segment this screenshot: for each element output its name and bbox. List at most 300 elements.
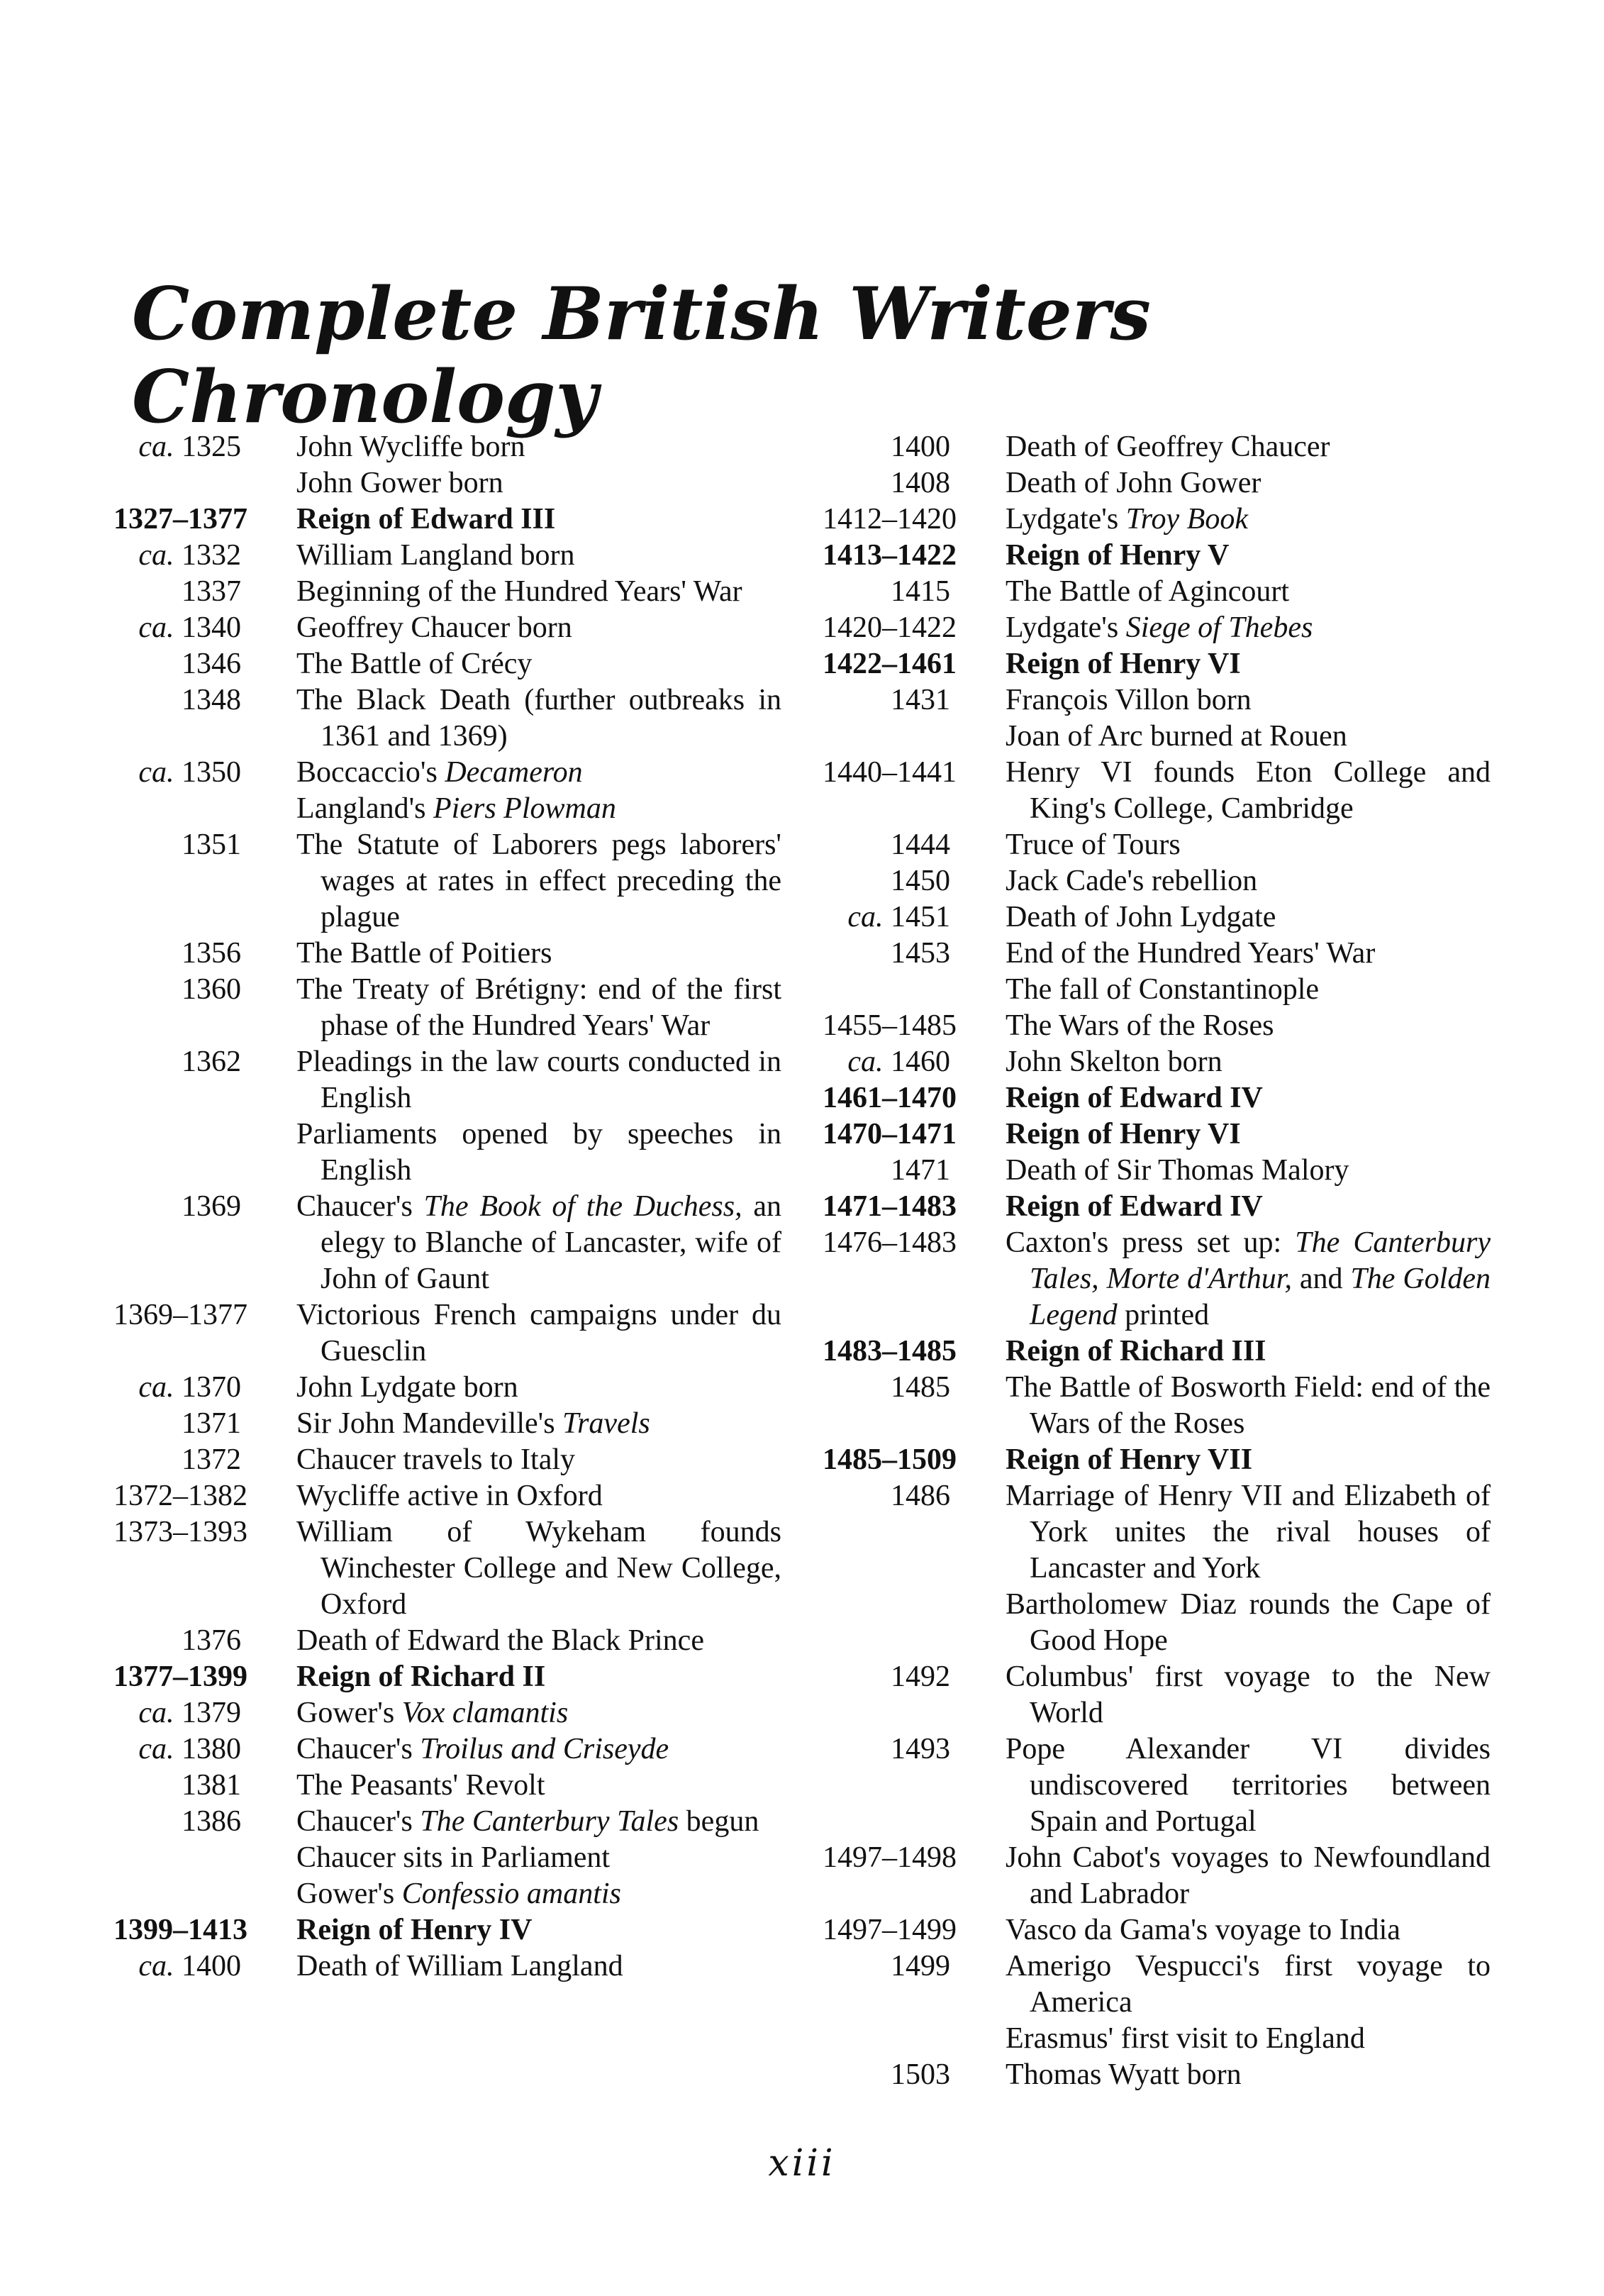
chronology-left-column (113, 429, 781, 1985)
entry-event (296, 827, 781, 936)
event-text: Death of John Lydgate (1006, 901, 1276, 933)
event-text: Death of Geoffrey Chaucer (1006, 431, 1330, 463)
entry-date (823, 538, 957, 574)
event-text: Marriage of Henry VII and Elizabeth of York unites the rival houses of Lancaster and York (1006, 1480, 1491, 1585)
entry-year: 1413–1422 (823, 539, 957, 572)
entry-event (296, 1514, 781, 1623)
entry-date (113, 1442, 241, 1478)
entry-year: 1399–1413 (113, 1914, 247, 1946)
chronology-right-column (823, 429, 1491, 2093)
entry-date (113, 1623, 241, 1659)
event-text: John Cabot's voyages to Newfoundland and Labrador (1006, 1841, 1491, 1910)
entry-event (296, 574, 781, 610)
entry-date (113, 501, 247, 538)
entry-event (296, 791, 781, 827)
entry-event (1006, 1912, 1491, 1948)
chronology-entry (823, 936, 1491, 972)
entry-year: 1370 (182, 1371, 241, 1404)
circa-label: ca. (138, 1697, 174, 1729)
chronology-entry (823, 538, 1491, 574)
entry-event (296, 1804, 781, 1840)
event-text: Reign of Henry IV (296, 1914, 533, 1946)
chronology-entry (113, 501, 781, 538)
chronology-entry (113, 1948, 781, 1985)
chronology-entry (113, 1044, 781, 1116)
entry-year: 1346 (182, 648, 241, 680)
entry-event (1006, 1008, 1491, 1044)
entry-event (1006, 827, 1491, 863)
circa-label: ca. (138, 1371, 174, 1404)
entry-year: 1379 (182, 1697, 241, 1729)
event-text: Reign of Edward III (296, 503, 556, 536)
page-title: Complete British Writers Chronology (132, 272, 1151, 440)
entry-date (113, 755, 241, 791)
entry-year: 1497–1499 (823, 1914, 957, 1946)
chronology-entry (113, 610, 781, 646)
event-text: Gower's (296, 1697, 402, 1729)
event-text: Langland's (296, 792, 434, 825)
chronology-entry (113, 791, 781, 827)
entry-year: 1408 (891, 467, 950, 499)
chronology-entry (113, 1514, 781, 1623)
entry-event (1006, 682, 1491, 719)
entry-date (113, 1189, 241, 1225)
entry-event (1006, 1948, 1491, 2021)
event-text: Chaucer's (296, 1805, 421, 1838)
entry-date (823, 1189, 957, 1225)
entry-event (1006, 1153, 1491, 1189)
entry-date (113, 1044, 241, 1080)
entry-year: 1483–1485 (823, 1335, 957, 1368)
entry-year: 1450 (891, 865, 950, 897)
event-text: Joan of Arc burned at Rouen (1006, 720, 1347, 753)
chronology-entry (823, 1659, 1491, 1731)
entry-event (296, 1840, 781, 1876)
event-text: François Villon born (1006, 684, 1252, 716)
entry-year: 1369–1377 (113, 1299, 247, 1331)
entry-year: 1499 (891, 1950, 950, 1982)
entry-year: 1371 (182, 1407, 241, 1440)
work-title: Travels (562, 1407, 650, 1440)
entry-event (1006, 1116, 1491, 1153)
entry-event (1006, 1333, 1491, 1370)
entry-event (296, 429, 781, 465)
chronology-entry (823, 1333, 1491, 1370)
entry-year: 1415 (891, 575, 950, 608)
chronology-entry (113, 1442, 781, 1478)
chronology-entry (823, 2021, 1491, 2057)
chronology-entry (823, 2057, 1491, 2093)
chronology-entry (113, 1659, 781, 1695)
entry-year: 1497–1498 (823, 1841, 957, 1874)
chronology-entry (823, 429, 1491, 465)
entry-event (1006, 1840, 1491, 1912)
entry-event (296, 1659, 781, 1695)
entry-year: 1350 (182, 756, 241, 789)
entry-event (296, 936, 781, 972)
entry-year: 1470–1471 (823, 1118, 957, 1150)
entry-event (1006, 1731, 1491, 1840)
entry-date (113, 1768, 241, 1804)
event-text: Victorious French campaigns under du Guesclin (296, 1299, 781, 1368)
entry-year: 1476–1483 (823, 1226, 957, 1259)
entry-event (296, 1442, 781, 1478)
entry-year: 1381 (182, 1769, 241, 1802)
entry-event (296, 538, 781, 574)
entry-event (1006, 936, 1491, 972)
entry-year: 1351 (182, 828, 241, 861)
entry-event (1006, 1080, 1491, 1116)
work-title: Piers Plowman (433, 792, 616, 825)
entry-year: 1376 (182, 1624, 241, 1657)
entry-year: 1471–1483 (823, 1190, 957, 1223)
chronology-entry (113, 1731, 781, 1768)
chronology-entry (113, 646, 781, 682)
entry-year: 1325 (182, 431, 241, 463)
event-text: Jack Cade's rebellion (1006, 865, 1258, 897)
entry-event (296, 972, 781, 1044)
event-text: The Wars of the Roses (1006, 1009, 1274, 1042)
entry-event (1006, 863, 1491, 899)
entry-date (113, 1804, 241, 1840)
chronology-entry (823, 1008, 1491, 1044)
chronology-entry (823, 1225, 1491, 1333)
entry-date (823, 1478, 950, 1514)
entry-event (296, 1189, 781, 1297)
chronology-entry (823, 610, 1491, 646)
event-text: Reign of Richard II (296, 1660, 546, 1693)
chronology-entry (113, 936, 781, 972)
entry-event (296, 610, 781, 646)
event-text: Truce of Tours (1006, 828, 1181, 861)
event-text: John Lydgate born (296, 1371, 518, 1404)
entry-year: 1471 (891, 1154, 950, 1187)
chronology-entry (113, 827, 781, 936)
entry-date (823, 429, 950, 465)
entry-year: 1372–1382 (113, 1480, 247, 1512)
event-text: Boccaccio's (296, 756, 445, 789)
event-text: Pleadings in the law courts conducted in English (296, 1046, 781, 1114)
event-text: John Wycliffe born (296, 431, 525, 463)
entry-date (113, 972, 241, 1008)
entry-year: 1440–1441 (823, 756, 957, 789)
work-title: Confessio amantis (401, 1878, 621, 1910)
chronology-entry (113, 1406, 781, 1442)
entry-year: 1356 (182, 937, 241, 970)
entry-date (823, 1333, 957, 1370)
chronology-entry (823, 1587, 1491, 1659)
entry-event (296, 1948, 781, 1985)
entry-event (296, 1478, 781, 1514)
entry-year: 1400 (891, 431, 950, 463)
entry-event (296, 755, 781, 791)
event-text: Chaucer travels to Italy (296, 1443, 576, 1476)
event-text: Bartholomew Diaz rounds the Cape of Good Hope (1006, 1588, 1491, 1657)
entry-event (1006, 1442, 1491, 1478)
entry-event (1006, 1189, 1491, 1225)
entry-year: 1337 (182, 575, 241, 608)
chronology-entry (823, 501, 1491, 538)
entry-date (113, 1731, 241, 1768)
event-text: The Peasants' Revolt (296, 1769, 545, 1802)
chronology-entry (823, 1116, 1491, 1153)
entry-date (113, 1912, 247, 1948)
entry-date (823, 1044, 950, 1080)
event-text: The Treaty of Brétigny: end of the first phase of the Hundred Years' War (296, 973, 781, 1042)
event-text: Parliaments opened by speeches in English (296, 1118, 781, 1187)
entry-event (296, 1623, 781, 1659)
circa-label: ca. (138, 756, 174, 789)
event-text: Erasmus' first visit to England (1006, 2022, 1365, 2055)
event-text: The Battle of Crécy (296, 648, 533, 680)
entry-date (823, 1080, 957, 1116)
entry-date (823, 863, 950, 899)
entry-event (1006, 899, 1491, 936)
entry-date (823, 1225, 957, 1261)
chronology-entry (823, 646, 1491, 682)
event-text: The fall of Constantinople (1006, 973, 1320, 1006)
entry-event (1006, 429, 1491, 465)
event-text: Death of William Langland (296, 1950, 623, 1982)
chronology-entry (113, 1912, 781, 1948)
chronology-entry (823, 1948, 1491, 2021)
chronology-entry (113, 1804, 781, 1840)
work-title: Siege of Thebes (1125, 611, 1313, 644)
entry-event (296, 465, 781, 501)
entry-year: 1431 (891, 684, 950, 716)
event-text: The Black Death (further outbreaks in 1361 and 1369) (296, 684, 781, 753)
chronology-entry (823, 465, 1491, 501)
work-title: Troy Book (1125, 503, 1248, 536)
event-text: Reign of Edward IV (1006, 1082, 1263, 1114)
entry-year: 1373–1393 (113, 1516, 247, 1548)
entry-event (296, 1044, 781, 1116)
entry-date (823, 1153, 950, 1189)
entry-event (1006, 538, 1491, 574)
entry-event (1006, 1478, 1491, 1587)
chronology-entry (823, 899, 1491, 936)
event-text: John Skelton born (1006, 1046, 1223, 1078)
event-text: Pope Alexander VI divides undiscovered territories between Spain and Portugal (1006, 1733, 1491, 1838)
entry-event (296, 501, 781, 538)
entry-date (113, 1948, 241, 1985)
entry-year: 1453 (891, 937, 950, 970)
circa-label: ca. (847, 1046, 884, 1078)
work-title: Vox clamantis (401, 1697, 569, 1729)
entry-event (1006, 972, 1491, 1008)
event-text: Sir John Mandeville's (296, 1407, 563, 1440)
event-text: Amerigo Vespucci's first voyage to America (1006, 1950, 1491, 2019)
entry-year: 1485 (891, 1371, 950, 1404)
event-text: printed (1117, 1299, 1210, 1331)
chronology-entry (823, 1153, 1491, 1189)
event-text: The Statute of Laborers pegs laborers' wages at rates in effect preceding the plague (296, 828, 781, 933)
chronology-entry (113, 1297, 781, 1370)
event-text: The Battle of Poitiers (296, 937, 552, 970)
chronology-entry (823, 827, 1491, 863)
entry-year: 1461–1470 (823, 1082, 957, 1114)
chronology-entry (823, 755, 1491, 827)
entry-year: 1340 (182, 611, 241, 644)
entry-event (296, 1297, 781, 1370)
entry-year: 1377–1399 (113, 1660, 247, 1693)
event-text: William of Wykeham founds Winchester College and New College, Oxford (296, 1516, 781, 1621)
event-text: Beginning of the Hundred Years' War (296, 575, 742, 608)
entry-year: 1503 (891, 2058, 950, 2091)
work-title: The Book of the Duchess, (423, 1190, 742, 1223)
entry-event (1006, 1370, 1491, 1442)
entry-event (1006, 1587, 1491, 1659)
chronology-entry (113, 1840, 781, 1876)
entry-year: 1492 (891, 1660, 950, 1693)
entry-event (296, 682, 781, 755)
event-text: Chaucer sits in Parliament (296, 1841, 611, 1874)
chronology-entry (823, 863, 1491, 899)
entry-date (823, 1840, 957, 1876)
event-text: Lydgate's (1006, 611, 1126, 644)
chronology-entry (823, 1189, 1491, 1225)
chronology-entry (113, 972, 781, 1044)
entry-year: 1362 (182, 1046, 241, 1078)
entry-year: 1400 (182, 1950, 241, 1982)
page-number: xiii (768, 2142, 836, 2185)
entry-year: 1360 (182, 973, 241, 1006)
event-text: Reign of Henry V (1006, 539, 1230, 572)
chronology-entry (113, 538, 781, 574)
entry-date (113, 429, 241, 465)
entry-event (1006, 646, 1491, 682)
entry-year: 1386 (182, 1805, 241, 1838)
event-text: Reign of Henry VII (1006, 1443, 1253, 1476)
entry-year: 1412–1420 (823, 503, 957, 536)
event-text: Lydgate's (1006, 503, 1126, 536)
chronology-entry (113, 1768, 781, 1804)
entry-date (113, 936, 241, 972)
entry-date (113, 1659, 247, 1695)
entry-year: 1460 (891, 1046, 950, 1078)
circa-label: ca. (847, 901, 884, 933)
entry-event (296, 1912, 781, 1948)
event-text: Chaucer's (296, 1733, 421, 1765)
entry-date (823, 899, 950, 936)
chronology-entry (113, 682, 781, 755)
event-text: Death of John Gower (1006, 467, 1262, 499)
entry-event (296, 1406, 781, 1442)
circa-label: ca. (138, 539, 174, 572)
event-text: and (1291, 1263, 1351, 1295)
entry-year: 1486 (891, 1480, 950, 1512)
entry-year: 1485–1509 (823, 1443, 957, 1476)
entry-date (823, 827, 950, 863)
event-text: John Gower born (296, 467, 503, 499)
entry-date (113, 682, 241, 719)
entry-date (113, 1370, 241, 1406)
event-text: Wycliffe active in Oxford (296, 1480, 603, 1512)
entry-date (823, 1731, 950, 1768)
entry-event (296, 646, 781, 682)
event-text: Caxton's press set up: (1006, 1226, 1296, 1259)
entry-event (296, 1695, 781, 1731)
work-title: The Canterbury Tales (420, 1805, 679, 1838)
entry-date (823, 465, 950, 501)
entry-event (1006, 2057, 1491, 2093)
entry-event (1006, 610, 1491, 646)
chronology-entry (823, 1912, 1491, 1948)
chronology-entry (113, 465, 781, 501)
event-text: Death of Sir Thomas Malory (1006, 1154, 1349, 1187)
circa-label: ca. (138, 611, 174, 644)
entry-date (823, 1659, 950, 1695)
work-title: The Canterbury Tales, Morte d'Arthur, (1030, 1226, 1491, 1295)
event-text: The Battle of Bosworth Field: end of the Wars of the Roses (1006, 1371, 1491, 1440)
entry-event (296, 1370, 781, 1406)
chronology-entry (113, 1623, 781, 1659)
chronology-entry (823, 1442, 1491, 1478)
work-title: The Golden Legend (1030, 1263, 1491, 1331)
entry-year: 1327–1377 (113, 503, 247, 536)
entry-event (296, 1768, 781, 1804)
chronology-entry (113, 755, 781, 791)
chronology-entry (113, 1370, 781, 1406)
entry-event (296, 1116, 781, 1189)
entry-date (823, 682, 950, 719)
entry-year: 1444 (891, 828, 950, 861)
chronology-entry (823, 1731, 1491, 1840)
chronology-entry (823, 1370, 1491, 1442)
chronology-entry (113, 429, 781, 465)
entry-year: 1420–1422 (823, 611, 957, 644)
entry-date (113, 610, 241, 646)
circa-label: ca. (138, 1733, 174, 1765)
chronology-entry (113, 1478, 781, 1514)
chronology-entry (823, 972, 1491, 1008)
event-text: The Battle of Agincourt (1006, 575, 1290, 608)
entry-date (823, 755, 957, 791)
event-text: Reign of Richard III (1006, 1335, 1266, 1368)
chronology-entry (823, 719, 1491, 755)
entry-date (823, 936, 950, 972)
work-title: Troilus and Criseyde (420, 1733, 669, 1765)
entry-year: 1451 (891, 901, 950, 933)
event-text: Geoffrey Chaucer born (296, 611, 572, 644)
chronology-entry (113, 1189, 781, 1297)
chronology-entry (823, 1840, 1491, 1912)
entry-event (1006, 501, 1491, 538)
entry-date (823, 610, 957, 646)
entry-date (823, 1370, 950, 1406)
event-text: Reign of Henry VI (1006, 648, 1241, 680)
chronology-entry (113, 1695, 781, 1731)
entry-date (823, 1008, 957, 1044)
entry-year: 1455–1485 (823, 1009, 957, 1042)
entry-date (823, 2057, 950, 2093)
entry-date (823, 1442, 957, 1478)
chronology-entry (113, 574, 781, 610)
event-text: Thomas Wyatt born (1006, 2058, 1242, 2091)
work-title: Decameron (445, 756, 583, 789)
event-text: Vasco da Gama's voyage to India (1006, 1914, 1400, 1946)
entry-year: 1493 (891, 1733, 950, 1765)
entry-date (823, 1912, 957, 1948)
event-text: Henry VI founds Eton College and King's College, Cambridge (1006, 756, 1491, 825)
event-text: Reign of Edward IV (1006, 1190, 1263, 1223)
circa-label: ca. (138, 431, 174, 463)
entry-event (1006, 1225, 1491, 1333)
event-text: Gower's (296, 1878, 402, 1910)
entry-date (113, 1478, 247, 1514)
event-text: Reign of Henry VI (1006, 1118, 1241, 1150)
entry-year: 1332 (182, 539, 241, 572)
